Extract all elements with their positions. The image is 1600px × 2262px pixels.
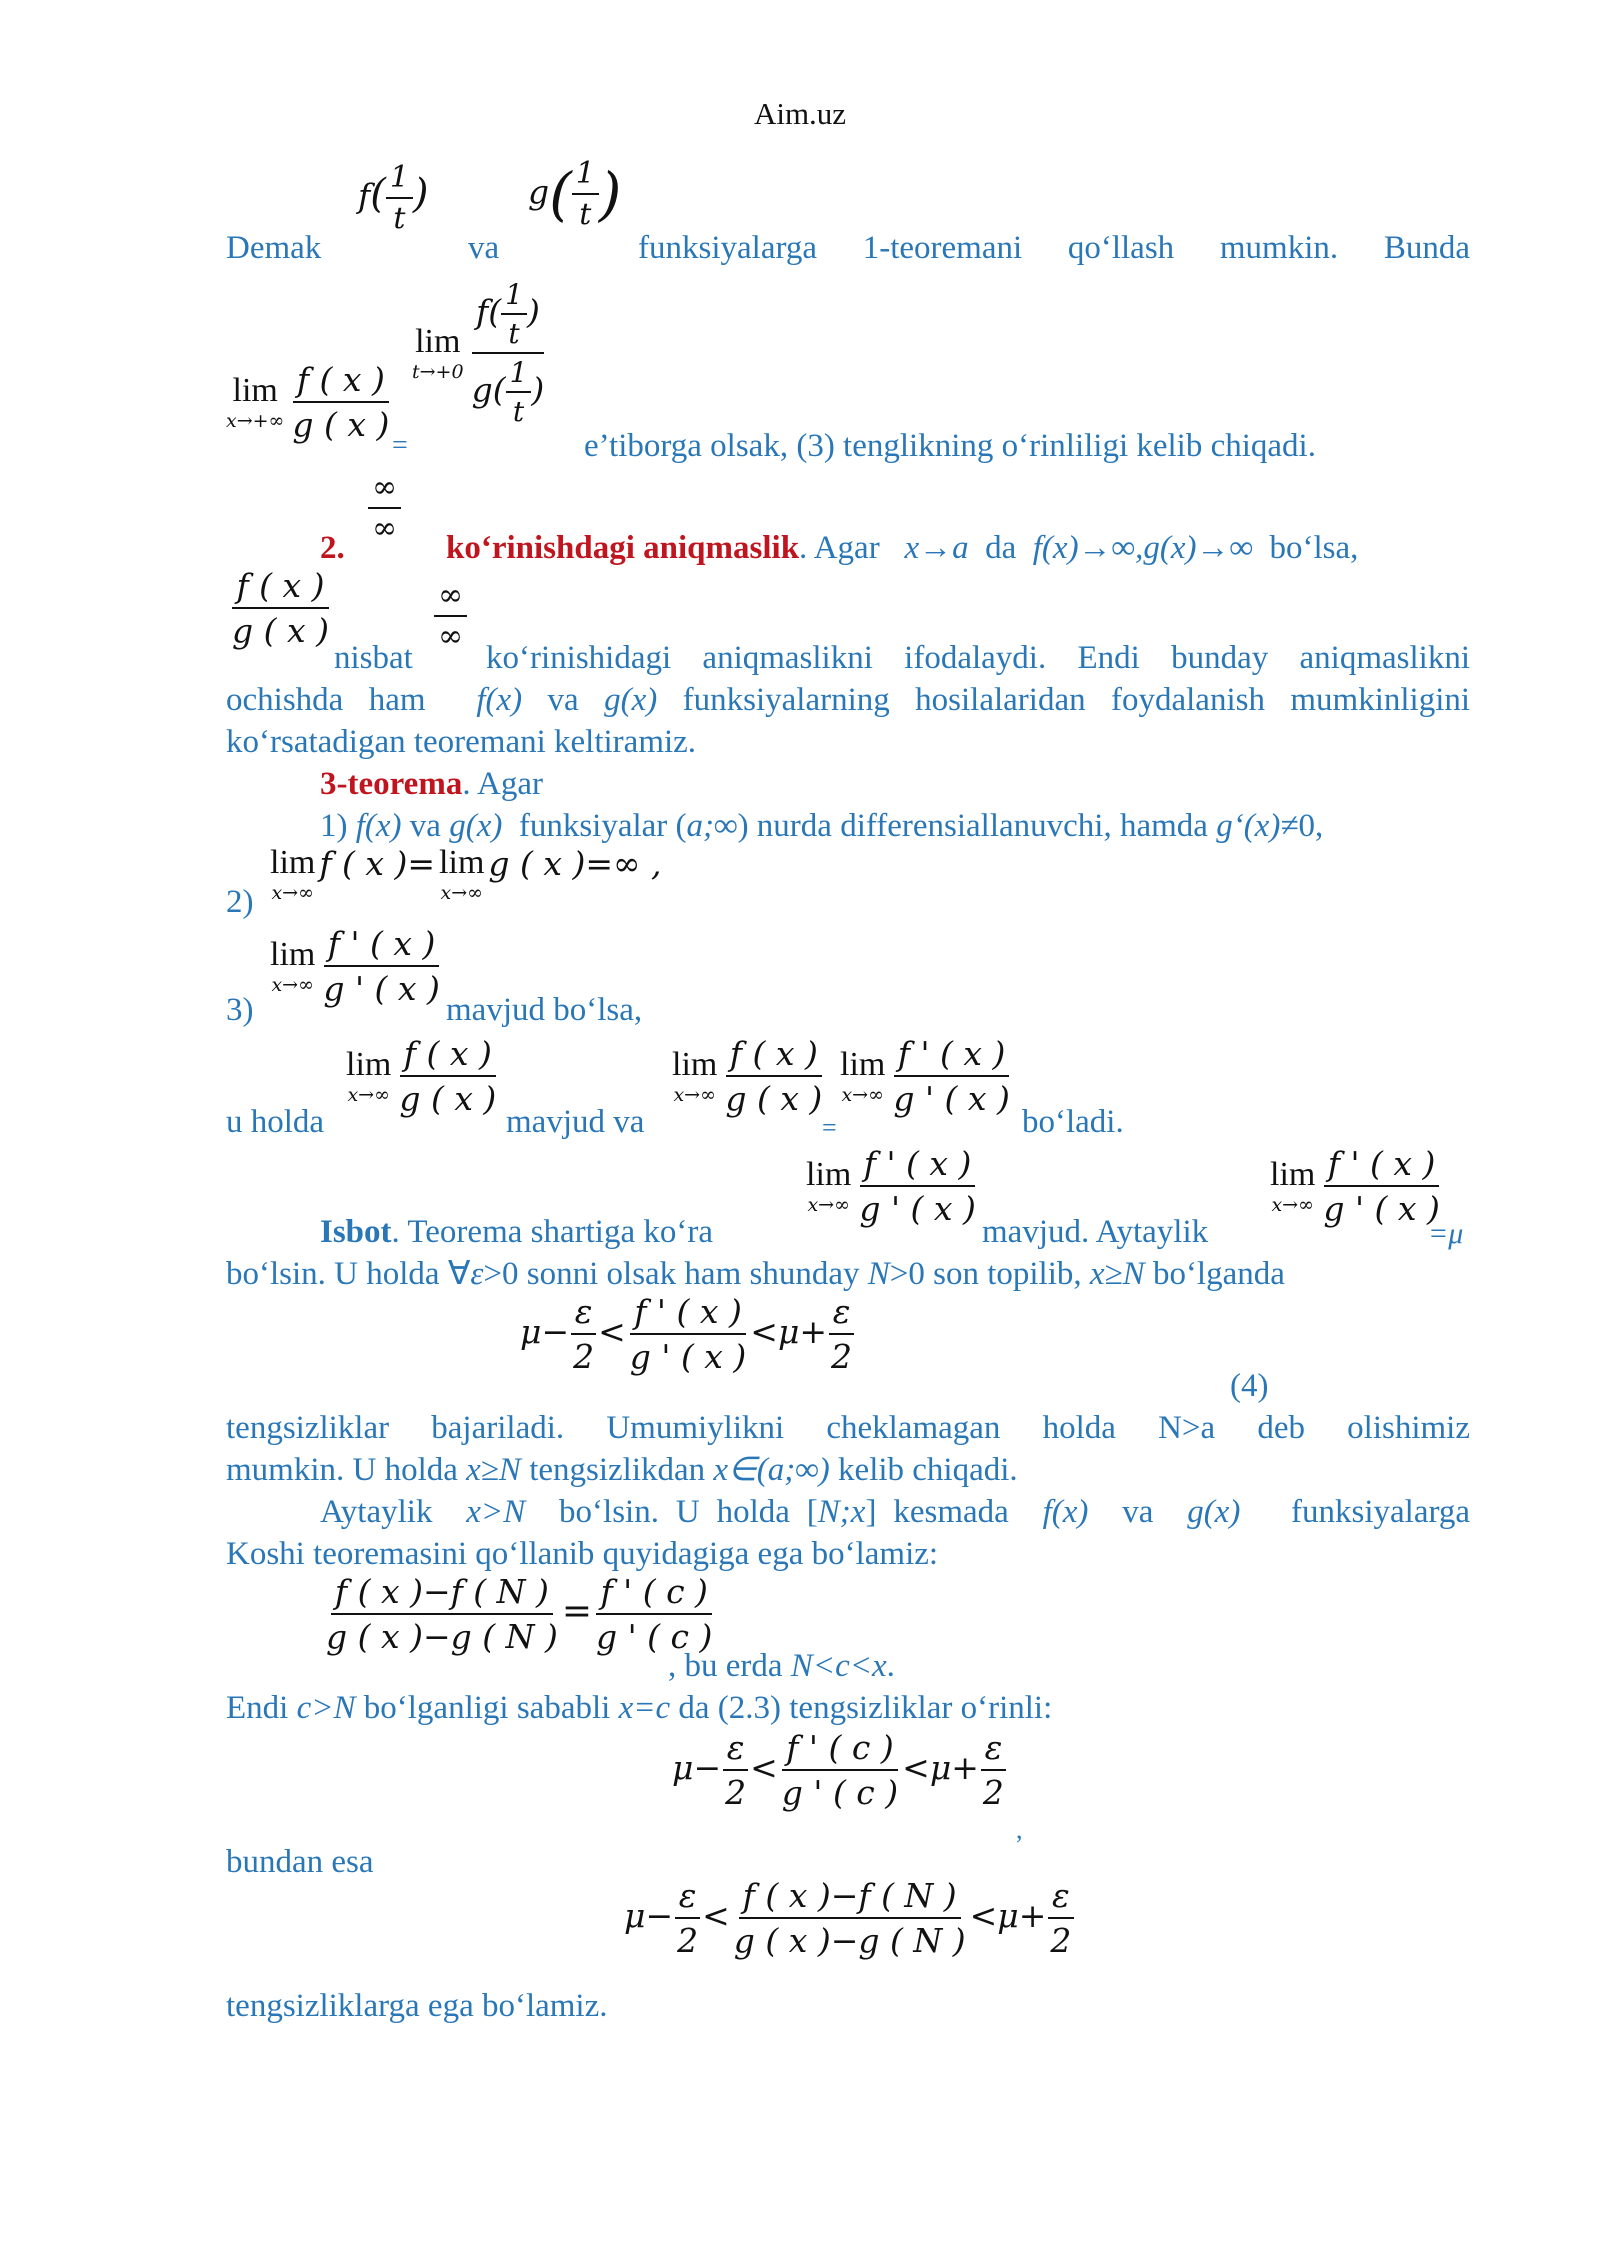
equals-sign-2: =	[822, 1113, 837, 1142]
text-u-holda: u holda	[226, 1104, 325, 1140]
formula-lim-fx-gx: lim x→+∞ $\frac{f ( x )}{g ( x )}$	[226, 360, 390, 444]
text-va: va	[468, 230, 500, 266]
text-mavjud-va: mavjud va	[506, 1104, 645, 1140]
text-p2-rest: e’tiborga olsak, (3) tenglikning o‘rinliligi kelib chiqadi.	[584, 428, 1316, 464]
formula-proof-lim-2: lim x→∞ $\frac{f ' ( x )}{g ' ( x )}$	[1270, 1144, 1440, 1228]
formula-inequality-4: μ− $\frac{\varepsilon}{2}$ < $\frac{f ' ( x )}{g ' ( x )}$ <μ+ $\frac{\varepsilon}{2}$	[520, 1292, 856, 1376]
text-p3-rest: ko‘rinishidagi aniqmaslikni ifodalaydi. Endi bunday aniqmaslikni	[486, 640, 1470, 676]
text-p4: ochishda ham f(x) va g(x) funksiyalarning hosilalaridan foydalanish mumkinligini	[226, 682, 1471, 718]
formula-lim-f1t-g1t: lim t→+0 f( $\frac{1}{t}$ ) g( $\frac{1}{t}$ )	[412, 278, 545, 428]
formula-condition-3: lim x→∞ $\frac{f ' ( x )}{g ' ( x )}$	[270, 924, 440, 1008]
text-p14: tengsizliklarga ega bo‘lamiz.	[226, 1988, 608, 2024]
text-p1-rest: funksiyalarga 1-teoremani qo‘llash mumkin. Bunda	[638, 230, 1470, 266]
formula-lim-fpx-gpx: lim x→∞ $\frac{f ' ( x )}{g ' ( x )}$	[840, 1034, 1010, 1118]
formula-inf-over-inf-2: ∞ ∞	[434, 578, 467, 654]
text-p12: Endi c>N bo‘lganligi sababli x=c da (2.3) tengsizliklar o‘rinli:	[226, 1690, 1053, 1726]
proof-line: Isbot. Teorema shartiga ko‘ra	[320, 1214, 713, 1250]
text-nisbat: nisbat	[334, 640, 413, 676]
text-eq-mu: =μ	[1428, 1217, 1464, 1250]
text-p5: ko‘rsatadigan teoremani keltiramiz.	[226, 724, 697, 760]
text-demak: Demak	[226, 230, 322, 266]
formula-inf-over-inf-1: ∞ ∞	[368, 470, 401, 546]
formula-proof-lim-1: lim x→∞ $\frac{f ' ( x )}{g ' ( x )}$	[806, 1144, 976, 1228]
theorem-3-title: 3-teorema	[320, 766, 463, 802]
formula-cauchy: $\frac{f ( x )-f ( N )}{g ( x )-g ( N )}$ = $\frac{f ' ( c )}{g ' ( c )}$	[326, 1572, 713, 1656]
page-header: Aim.uz	[753, 96, 847, 131]
condition-3-number: 3)	[226, 992, 254, 1028]
formula-lim-fx-gx-3: lim x→∞ $\frac{f ( x )}{g ( x )}$	[672, 1034, 823, 1118]
text-proof-b: mavjud. Aytaylik	[982, 1214, 1209, 1250]
text-p7: tengsizliklar bajariladi. Umumiylikni cheklamagan holda N>a deb olishimiz	[226, 1410, 1470, 1446]
text-boladi: bo‘ladi.	[1022, 1104, 1124, 1140]
formula-g-one-over-t: g( $\frac{1}{t}$ )	[528, 156, 622, 232]
condition-1: 1) f(x) va g(x) funksiyalar (a;∞) nurda differensiallanuvchi, hamda g‘(x)≠0,	[320, 808, 1324, 844]
section-2-number: 2.	[320, 530, 345, 566]
section-2-title: ko‘rinishdagi aniqmaslik	[446, 530, 800, 566]
formula-inequality-final: μ− $\frac{\varepsilon}{2}$ < $\frac{f ( x )-f ( N )}{g ( x )-g ( N )}$ <μ+ $\frac{\varepsilon}{2}$	[624, 1876, 1075, 1960]
formula-lim-fx-gx-2: lim x→∞ $\frac{f ( x )}{g ( x )}$	[346, 1034, 497, 1118]
formula-inequality-c: μ− $\frac{\varepsilon}{2}$ < $\frac{f ' ( c )}{g ' ( c )}$ <μ+ $\frac{\varepsilon}{2}$	[672, 1728, 1008, 1812]
equals-sign: =	[392, 430, 408, 461]
text-p11: , bu erda N<c<x.	[668, 1648, 895, 1684]
formula-fx-over-gx: $\frac{f ( x )}{g ( x )}$	[232, 566, 329, 650]
section-2-line: ko‘rinishdagi aniqmaslik. Agar x→a da f(x)→∞,g(x)→∞ bo‘lsa,	[446, 530, 1359, 566]
text-p6: bo‘lsin. U holda ∀ε>0 sonni olsak ham shunday N>0 son topilib, x≥N bo‘lganda	[226, 1256, 1285, 1292]
proof-title: Isbot	[320, 1214, 392, 1250]
condition-2-number: 2)	[226, 884, 254, 920]
text-p8: mumkin. U holda x≥N tengsizlikdan x∈(a;∞) kelib chiqadi.	[226, 1452, 1018, 1488]
text-p10: Koshi teoremasini qo‘llanib quyidagiga ega bo‘lamiz:	[226, 1536, 939, 1572]
formula-condition-2: lim x→∞ f ( x )= lim x→∞ g ( x )=∞ ,	[270, 844, 662, 904]
text-p13: bundan esa	[226, 1844, 374, 1880]
text-cond3-rest: mavjud bo‘lsa,	[446, 992, 643, 1028]
text-p9: Aytaylik x>N bo‘lsin. U holda [N;x] kesmada f(x) va g(x) funksiyalarga	[320, 1494, 1471, 1530]
formula-f-one-over-t: f( $\frac{1}{t}$ )	[358, 160, 429, 236]
theorem-3-line: 3-teorema. Agar	[320, 766, 543, 802]
equation-number-4: (4)	[1230, 1368, 1269, 1404]
comma: ,	[1016, 1815, 1023, 1844]
